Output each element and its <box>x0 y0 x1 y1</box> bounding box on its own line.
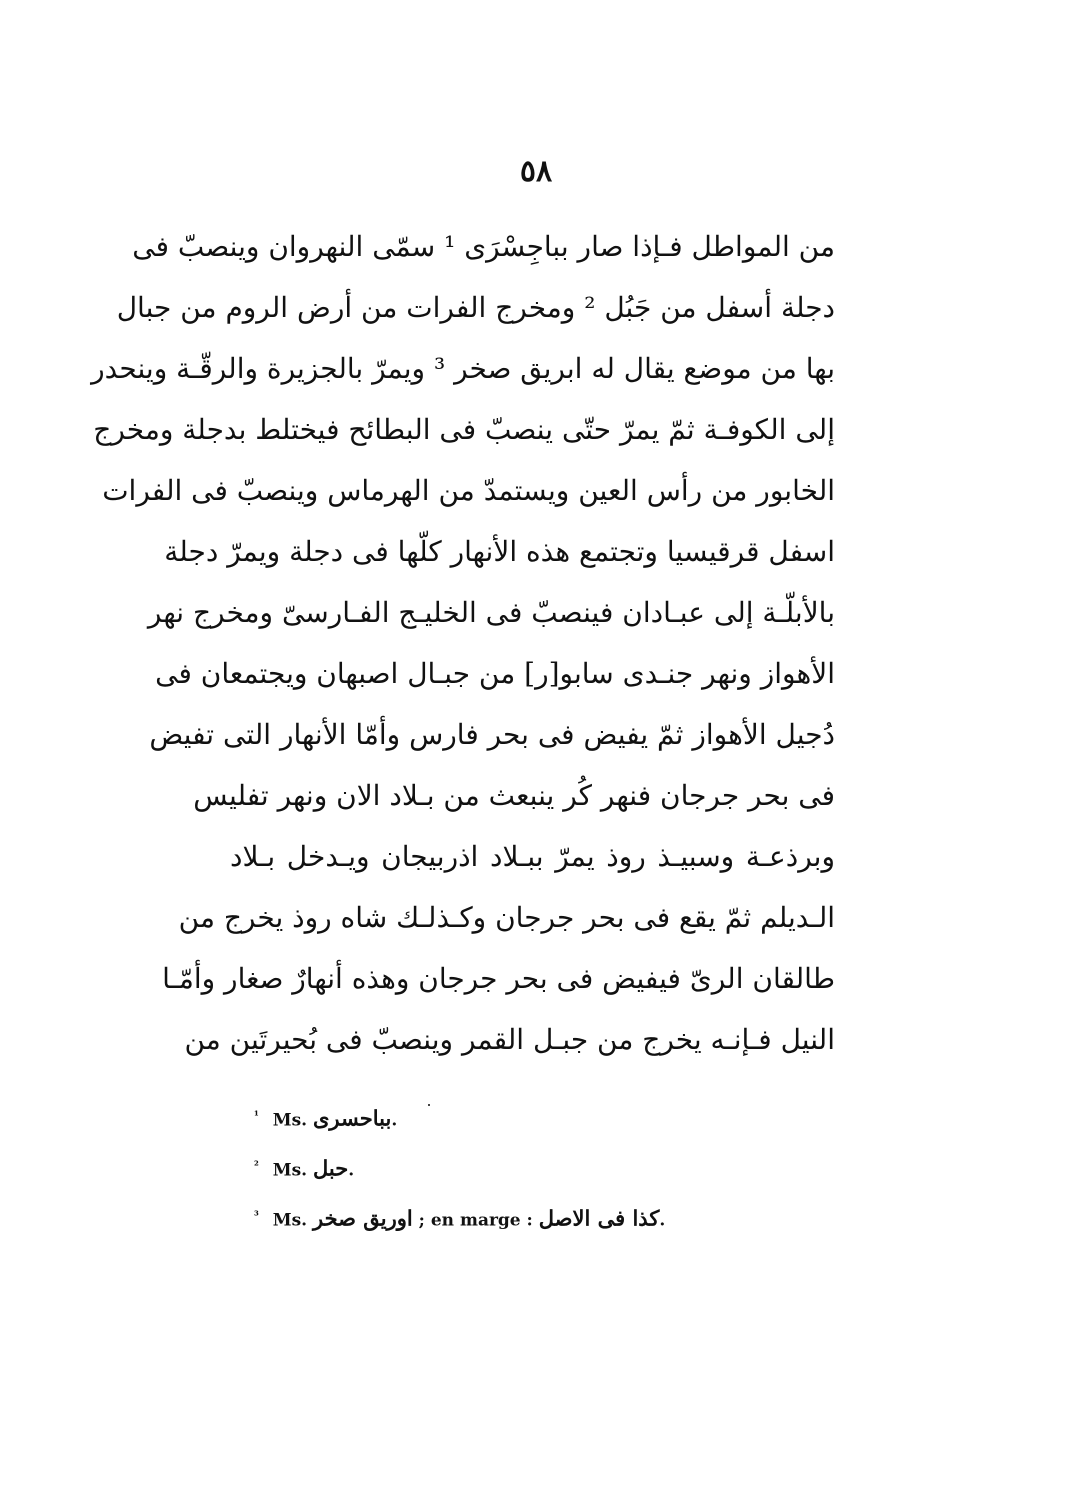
page-number: ٥٨ <box>519 154 553 189</box>
footnote-3 <box>254 1198 854 1248</box>
text-line: وبرذعـة وسبيـذ روذ يمرّ ببـلاد اذربيجان ويـدخل بـلاد <box>230 840 835 873</box>
text-line: الأهواز ونهر جنـدى سابو[ر] من جبـال اصبهان ويجتمعان فى <box>155 657 835 690</box>
text-line: دجلة أسفل من جَبُل ² ومخرج الفرات من أرض الروم من جبال <box>116 291 835 324</box>
body-text <box>91 216 835 1070</box>
footnote-mark: ² <box>254 1159 259 1172</box>
text-line: دُجيل الأهواز ثمّ يفيض فى بحر فارس وأمّا الأنهار التى تفيض <box>149 718 835 751</box>
text-line: الـديلم ثمّ يقع فى بحر جرجان وكـذلـك شاه روذ يخرج من <box>178 901 835 934</box>
footnote-suffix: . <box>391 1110 398 1131</box>
footnote-arabic: حبل <box>312 1155 349 1181</box>
footnote-arabic-margin: كذا فى الاصل <box>538 1205 660 1231</box>
footnote-suffix: . <box>348 1160 355 1181</box>
text-line: من المواطل فـإذا صار بباجِسْرَى ¹ سمّى النهروان وينصبّ فى <box>132 230 835 263</box>
footnote-middle: ; en marge : <box>418 1210 533 1231</box>
footnote-suffix: . <box>659 1210 666 1231</box>
text-line: طالقان الرىّ فيفيض فى بحر جرجان وهذه أنهارٌ صغار وأمّـا <box>162 962 835 995</box>
footnote-arabic: بباحسرى <box>312 1105 392 1131</box>
footnote-prefix: Ms. <box>272 1210 308 1231</box>
footnote-1 <box>254 1098 854 1148</box>
text-line: بالأبلّـة إلى عبـادان فينصبّ فى الخليـج الفـارسىّ ومخرج نهر <box>147 596 835 629</box>
text-line: بها من موضع يقال له ابريق صخر ³ ويمرّ بالجزيرة والرقّـة وينحدر <box>91 352 835 385</box>
text-line: إلى الكوفـة ثمّ يمرّ حتّى ينصبّ فى البطائح فيختلط بدجلة ومخرج <box>93 413 835 446</box>
footnote-mark: ³ <box>254 1209 259 1222</box>
footnote-prefix: Ms. <box>272 1110 308 1131</box>
footnote-prefix: Ms. <box>272 1160 308 1181</box>
footnotes <box>254 1098 854 1248</box>
footnote-arabic: اوريق صخر <box>312 1205 413 1231</box>
footnote-2 <box>254 1148 854 1198</box>
text-line: فى بحر جرجان فنهر كُر ينبعث من بـلاد الان ونهر تفليس <box>193 779 835 812</box>
text-line: اسفل قرقيسيا وتجتمع هذه الأنهار كلّها فى دجلة ويمرّ دجلة <box>164 535 835 568</box>
footnote-mark: ¹ <box>254 1109 259 1122</box>
text-line: النيل فـإنـه يخرج من جبـل القمر وينصبّ فى بُحيرتَين من <box>184 1023 835 1056</box>
text-line: الخابور من رأس العين ويستمدّ من الهرماس وينصبّ فى الفرات <box>102 474 835 507</box>
